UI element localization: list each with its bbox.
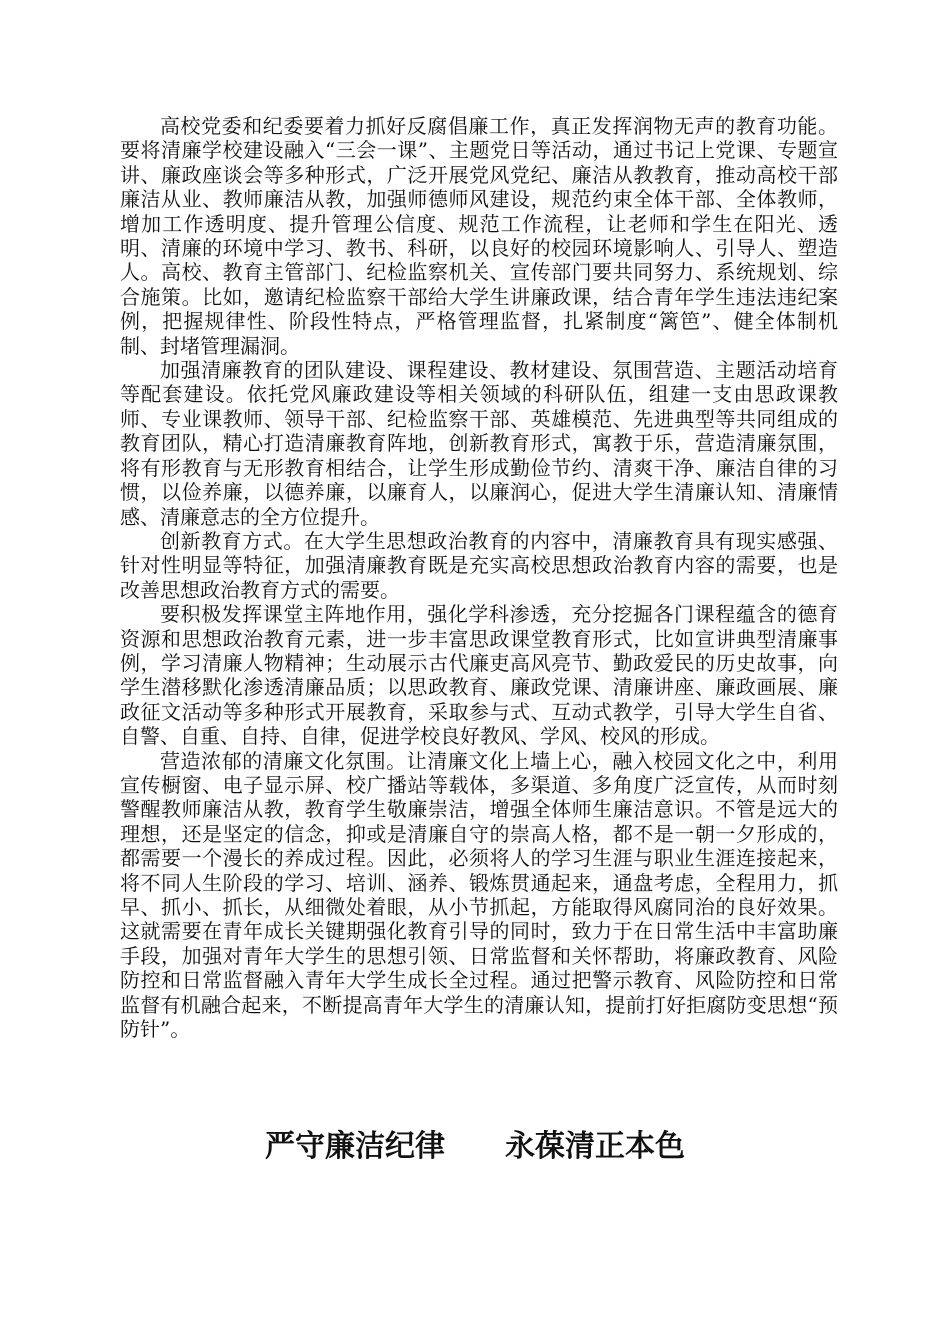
paragraph-5: 营造浓郁的清廉文化氛围。让清廉文化上墙上心，融入校园文化之中，利用宣传橱窗、电子显示屏、校广播站等载体，多渠道、多角度广泛宣传，从而时刻警醒教师廉洁从教，教育学生敬廉崇洁，增强全体师生廉洁意识。不管是远大的理想，还是坚定的信念，抑或是清廉自守的崇高人格，都不是一朝一夕形成的，都需要一个漫长的养成过程。因此，必须将人的学习生涯与职业生涯连接起来，将不同人生阶段的学习、培训、涵养、锻炼贯通起来，通盘考虑，全程用力，抓早、抓小、抓长，从细微处着眼，从小节抓起，方能取得风腐同治的良好效果。这就需要在青年成长关键期强化教育引导的同时，致力于在日常生活中丰富助廉手段，加强对青年大学生的思想引领、日常监督和关怀帮助，将廉政教育、风险防控和日常监督融入青年大学生成长全过程。通过把警示教育、风险防控和日常监督有机融合起来，不断提高青年大学生的清廉认知，提前打好拒腐防变思想“预防针”。 <box>120 748 838 1042</box>
paragraph-4: 要积极发挥课堂主阵地作用，强化学科渗透，充分挖掘各门课程蕴含的德育资源和思想政治教育元素，进一步丰富思政课堂教育形式，比如宣讲典型清廉事例，学习清廉人物精神；生动展示古代廉吏高风亮节、勤政爱民的历史故事，向学生潜移默化渗透清廉品质；以思政教育、廉政党课、清廉讲座、廉政画展、廉政征文活动等多种形式开展教育，采取参与式、互动式教学，引导大学生自省、自警、自重、自持、自律，促进学校良好教风、学风、校风的形成。 <box>120 602 838 749</box>
section-heading: 严守廉洁纪律 永葆清正本色 <box>265 1129 685 1164</box>
paragraph-3: 创新教育方式。在大学生思想政治教育的内容中，清廉教育具有现实感强、针对性明显等特征，加强清廉教育既是充实高校思想政治教育内容的需要，也是改善思想政治教育方式的需要。 <box>120 528 838 602</box>
document-body <box>120 114 838 1041</box>
paragraph-1: 高校党委和纪委要着力抓好反腐倡廉工作，真正发挥润物无声的教育功能。要将清廉学校建设融入“三会一课”、主题党日等活动，通过书记上党课、专题宣讲、廉政座谈会等多种形式，广泛开展党风党纪、廉洁从教教育，推动高校干部廉洁从业、教师廉洁从教，加强师德师风建设，规范约束全体干部、全体教师，增加工作透明度、提升管理公信度、规范工作流程，让老师和学生在阳光、透明、清廉的环境中学习、教书、科研，以良好的校园环境影响人、引导人、塑造人。高校、教育主管部门、纪检监察机关、宣传部门要共同努力、系统规划、综合施策。比如，邀请纪检监察干部给大学生讲廉政课，结合青年学生违法违纪案例，把握规律性、阶段性特点，严格管理监督，扎紧制度“篱笆”、健全体制机制、封堵管理漏洞。 <box>120 114 838 358</box>
paragraph-2: 加强清廉教育的团队建设、课程建设、教材建设、氛围营造、主题活动培育等配套建设。依托党风廉政建设等相关领域的科研队伍，组建一支由思政课教师、专业课教师、领导干部、纪检监察干部、英雄模范、先进典型等共同组成的教育团队，精心打造清廉教育阵地，创新教育形式，寓教于乐，营造清廉氛围，将有形教育与无形教育相结合，让学生形成勤俭节约、清爽干净、廉洁自律的习惯，以俭养廉，以德养廉，以廉育人，以廉润心，促进大学生清廉认知、清廉情感、清廉意志的全方位提升。 <box>120 358 838 529</box>
